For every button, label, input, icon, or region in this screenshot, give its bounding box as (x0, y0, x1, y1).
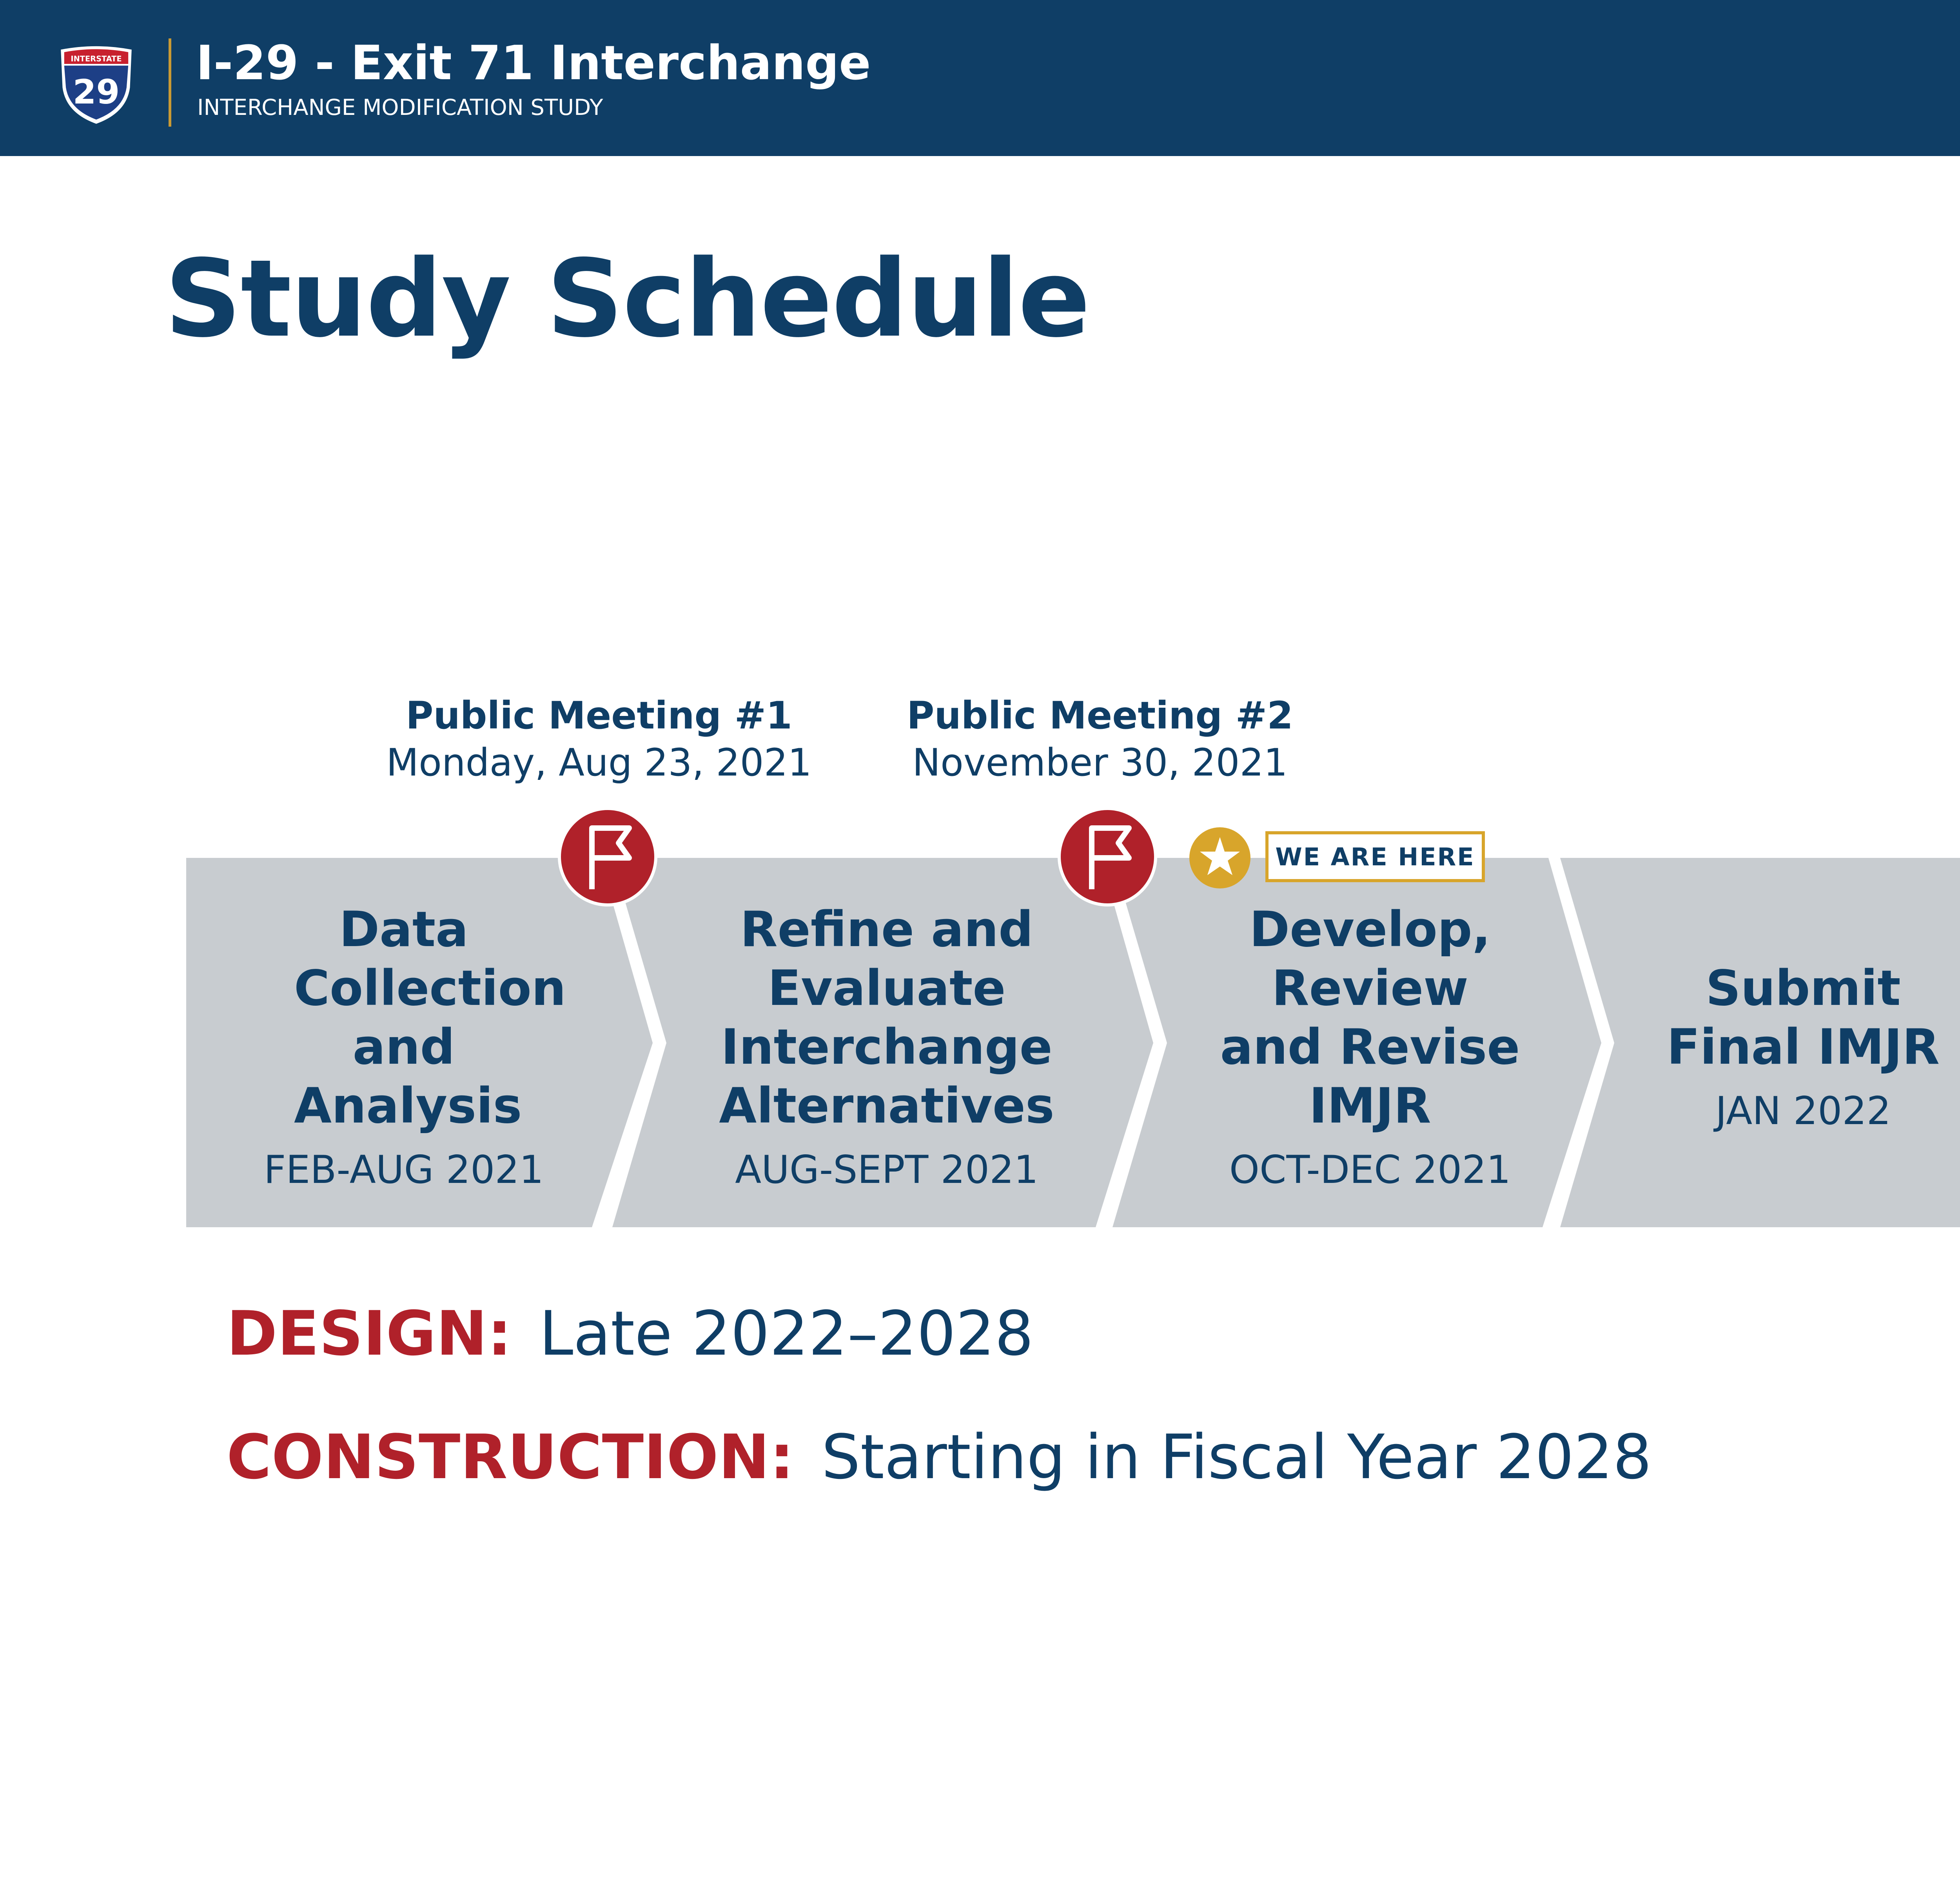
phase-title: Refine and Evaluate Interchange Alternatives (719, 901, 1054, 1134)
phase-3 (1201, 898, 1539, 1196)
annotation-title: Public Meeting #2 (907, 694, 1293, 738)
flag-icon (559, 808, 656, 905)
shield-top-text: INTERSTATE (71, 54, 122, 64)
header-subtitle: INTERCHANGE MODIFICATION STUDY (197, 95, 603, 120)
construction-label: CONSTRUCTION: (227, 1421, 794, 1493)
annotation-date: Monday, Aug 23, 2021 (386, 741, 812, 785)
phase-4 (1654, 898, 1952, 1196)
design-value: Late 2022–2028 (539, 1298, 1034, 1369)
design-line (227, 1298, 1034, 1369)
annotation-title: Public Meeting #1 (406, 694, 792, 738)
star-icon (1189, 827, 1250, 888)
page-title: Study Schedule (165, 237, 1090, 361)
annotation-public-meeting-1 (386, 692, 811, 786)
phase-title: Develop, Review and Revise IMJR (1220, 901, 1520, 1134)
phase-date: JAN 2022 (1715, 1089, 1891, 1134)
header-title: I-29 - Exit 71 Interchange (196, 36, 871, 91)
phase-1 (247, 898, 566, 1196)
annotation-public-meeting-2 (907, 692, 1293, 786)
flag-icon (1059, 808, 1156, 905)
annotation-date: November 30, 2021 (912, 741, 1288, 785)
shield-number: 29 (73, 73, 120, 112)
phase-title: Submit Final IMJR (1667, 960, 1940, 1075)
phase-title: Data Collection and Analysis (294, 901, 566, 1134)
phase-date: FEB-AUG 2021 (264, 1148, 544, 1192)
design-label: DESIGN: (227, 1298, 512, 1369)
we-are-here-badge: WE ARE HERE (1265, 831, 1485, 882)
phase-date: AUG-SEPT 2021 (735, 1148, 1038, 1192)
construction-line (227, 1421, 1652, 1493)
construction-value: Starting in Fiscal Year 2028 (821, 1421, 1652, 1493)
phase-date: OCT-DEC 2021 (1229, 1148, 1511, 1192)
phase-2 (710, 898, 1063, 1196)
